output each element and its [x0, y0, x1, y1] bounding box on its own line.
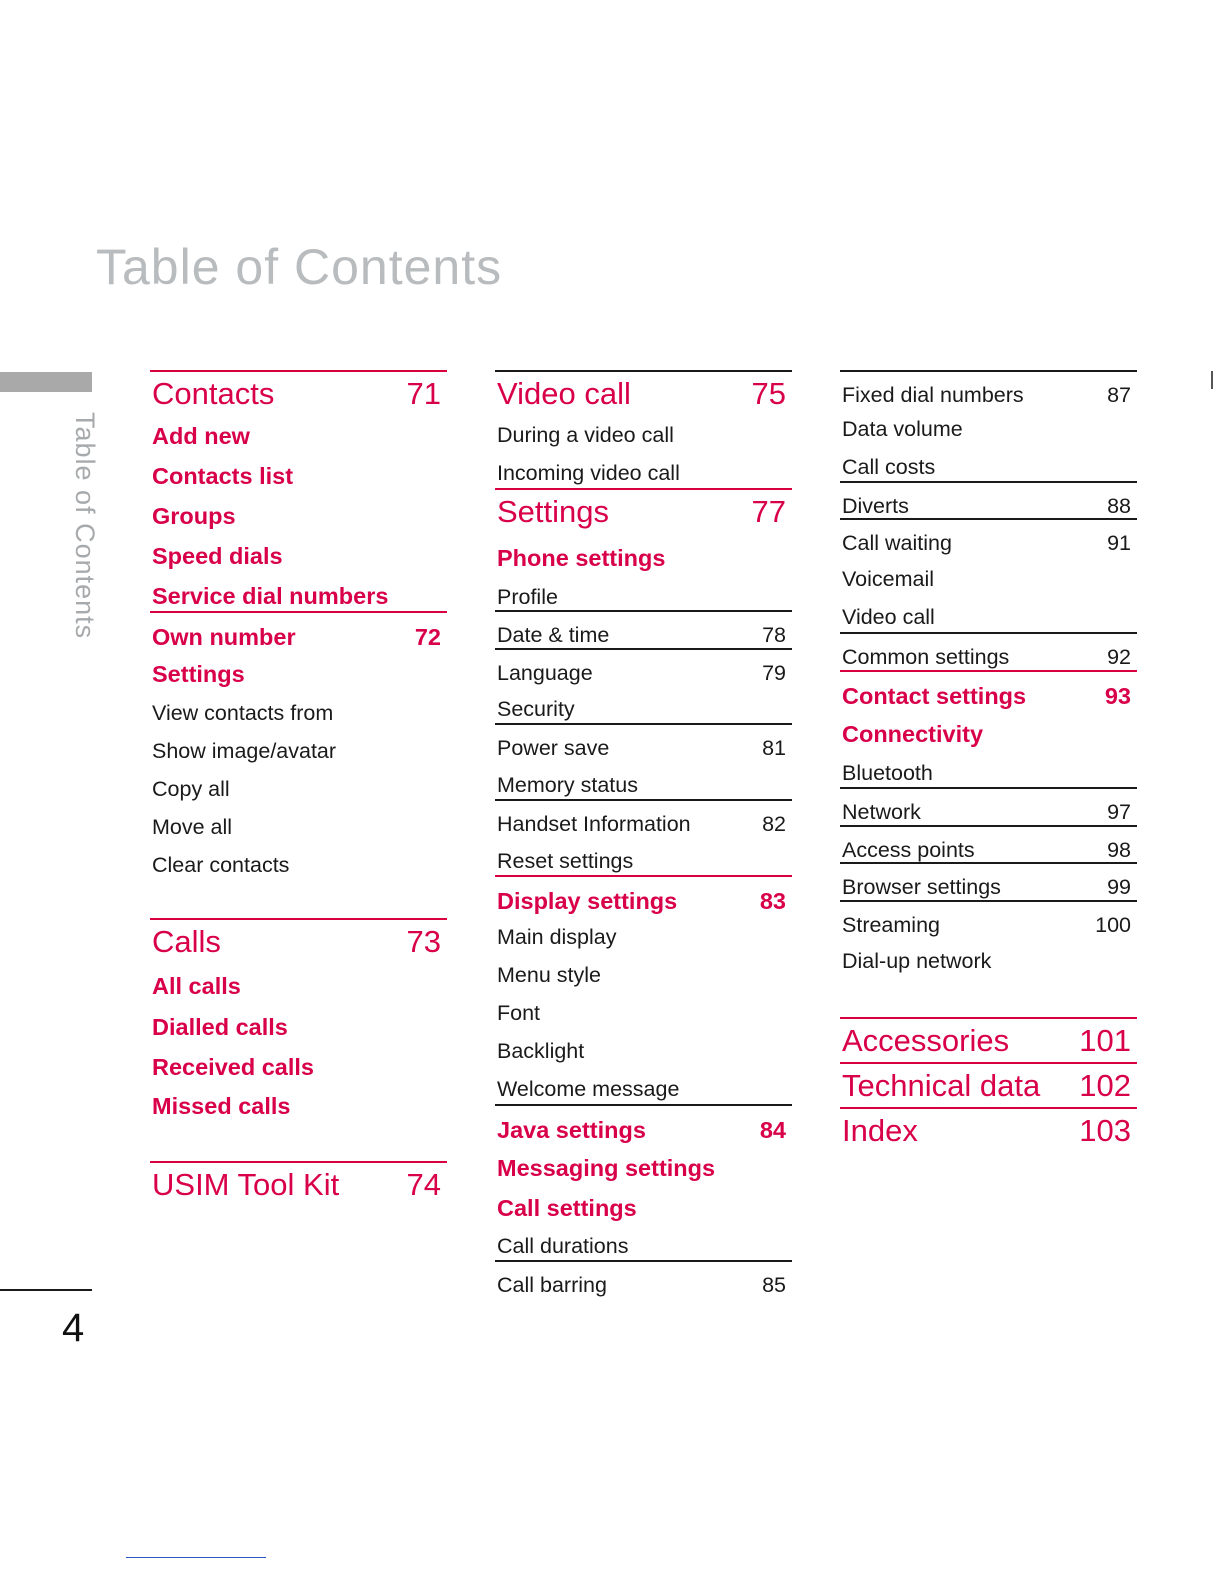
toc-entry-title: Service dial numbers — [152, 583, 389, 609]
toc-entry-title: Call costs — [842, 455, 936, 479]
toc-entry-title: Dial-up network — [842, 949, 992, 973]
toc-entry-title: Missed calls — [152, 1093, 291, 1119]
toc-entry-page-number: 99 — [1107, 875, 1131, 899]
toc-entry-page-number: 85 — [762, 1273, 786, 1297]
toc-entry[interactable] — [150, 452, 447, 490]
toc-entry-title: Phone settings — [497, 545, 666, 571]
toc-entry[interactable] — [495, 762, 792, 798]
toc-entry-title: Contact settings — [842, 683, 1027, 709]
side-section-label: Table of Contents — [70, 412, 100, 640]
toc-entry-page-number: 92 — [1107, 645, 1131, 669]
toc-entry-page-number: 79 — [762, 661, 786, 685]
toc-entry-title: Common settings — [842, 645, 1010, 669]
toc-entry-title: Call waiting — [842, 531, 952, 555]
side-tab-marker — [0, 372, 92, 392]
toc-entry-title: Profile — [497, 585, 558, 609]
toc-entry-page-number: 97 — [1107, 800, 1131, 824]
toc-entry-title: Copy all — [152, 777, 230, 801]
toc-entry[interactable] — [495, 952, 792, 988]
toc-entry[interactable] — [495, 648, 792, 686]
toc-entry-title: Data volume — [842, 417, 963, 441]
toc-entry[interactable] — [150, 532, 447, 570]
toc-entry-title: Welcome message — [497, 1077, 680, 1101]
toc-entry[interactable] — [840, 787, 1137, 825]
toc-entry-page-number: 91 — [1107, 531, 1131, 555]
toc-entry-page-number: 81 — [762, 736, 786, 760]
toc-entry[interactable] — [495, 799, 792, 837]
toc-entry-title: Call durations — [497, 1234, 629, 1258]
toc-entry-title: Browser settings — [842, 875, 1001, 899]
toc-entry-title: Call barring — [497, 1273, 607, 1297]
toc-entry[interactable] — [495, 1066, 792, 1102]
toc-entry-title: Java settings — [497, 1117, 646, 1143]
toc-entry-title: Dialled calls — [152, 1014, 288, 1040]
toc-entry-page-number: 103 — [1079, 1113, 1131, 1148]
toc-entry-title: Calls — [152, 924, 221, 959]
toc-entry-page-number: 84 — [759, 1117, 786, 1143]
toc-entry-page-number: 98 — [1107, 838, 1131, 862]
toc-entry[interactable] — [150, 804, 447, 840]
toc-entry[interactable] — [495, 990, 792, 1026]
toc-entry[interactable] — [495, 1104, 792, 1144]
toc-entry-title: During a video call — [497, 423, 674, 447]
toc-entry-title: Access points — [842, 838, 975, 862]
toc-entry[interactable] — [840, 632, 1137, 670]
toc-entry[interactable] — [495, 686, 792, 722]
page-number: 4 — [62, 1306, 85, 1350]
toc-entry[interactable] — [495, 1144, 792, 1182]
page-edge-mark — [1211, 371, 1213, 389]
toc-entry-page-number: 87 — [1107, 383, 1131, 407]
toc-entry[interactable] — [840, 556, 1137, 592]
toc-entry-title: Menu style — [497, 963, 601, 987]
toc-entry[interactable] — [495, 574, 792, 610]
toc-entry[interactable] — [150, 918, 447, 960]
toc-entry-page-number: 74 — [406, 1167, 441, 1202]
toc-entry[interactable] — [840, 594, 1137, 630]
toc-entry-title: Voicemail — [842, 567, 935, 591]
toc-entry[interactable] — [495, 534, 792, 572]
toc-entry[interactable] — [495, 488, 792, 530]
toc-entry-title: Settings — [152, 661, 245, 687]
toc-entry-page-number: 83 — [759, 888, 786, 914]
toc-entry[interactable] — [495, 610, 792, 648]
toc-entry-page-number: 71 — [406, 376, 441, 411]
toc-entry-title: Accessories — [842, 1023, 1010, 1058]
toc-entry-title: Font — [497, 1001, 541, 1025]
toc-entry[interactable] — [150, 728, 447, 764]
toc-entry-title: Video call — [497, 376, 631, 411]
toc-entry-page-number: 82 — [762, 812, 786, 836]
toc-entry[interactable] — [150, 492, 447, 530]
toc-entry[interactable] — [840, 370, 1137, 408]
toc-entry-page-number: 93 — [1104, 683, 1131, 709]
toc-entry[interactable] — [150, 1082, 447, 1120]
toc-entry[interactable] — [150, 650, 447, 688]
toc-entry-title: Reset settings — [497, 849, 634, 873]
toc-entry[interactable] — [150, 572, 447, 610]
toc-entry-title: Bluetooth — [842, 761, 933, 785]
toc-entry-page-number: 77 — [751, 494, 786, 529]
toc-entry-title: Speed dials — [152, 543, 283, 569]
toc-entry-page-number: 75 — [751, 376, 786, 411]
toc-entry[interactable] — [840, 481, 1137, 519]
toc-entry[interactable] — [150, 1003, 447, 1041]
toc-entry-title: Connectivity — [842, 721, 984, 747]
toc-entry[interactable] — [150, 1161, 447, 1203]
toc-entry-title: Memory status — [497, 773, 638, 797]
toc-entry[interactable] — [150, 766, 447, 802]
toc-entry[interactable] — [150, 690, 447, 726]
toc-entry-title: Fixed dial numbers — [842, 383, 1024, 407]
toc-entry-title: Diverts — [842, 494, 909, 518]
toc-entry-title: Messaging settings — [497, 1155, 716, 1181]
toc-entry-title: Contacts list — [152, 463, 294, 489]
toc-entry-title: Settings — [497, 494, 610, 529]
toc-entry[interactable] — [495, 450, 792, 486]
toc-entry[interactable] — [495, 838, 792, 874]
bottom-underline — [126, 1557, 266, 1558]
toc-entry[interactable] — [495, 875, 792, 915]
toc-entry-page-number: 100 — [1095, 913, 1131, 937]
toc-entry[interactable] — [495, 1223, 792, 1259]
toc-entry[interactable] — [840, 1062, 1137, 1104]
toc-entry-title: Groups — [152, 503, 236, 529]
toc-entry[interactable] — [840, 710, 1137, 748]
toc-entry-page-number: 101 — [1079, 1023, 1131, 1058]
toc-entry-title: Own number — [152, 624, 296, 650]
toc-entry-title: Incoming video call — [497, 461, 680, 485]
toc-entry[interactable] — [495, 914, 792, 950]
toc-entry-title: Date & time — [497, 623, 610, 647]
toc-entry-title: USIM Tool Kit — [152, 1167, 340, 1202]
toc-entry-page-number: 102 — [1079, 1068, 1131, 1103]
toc-entry[interactable] — [495, 370, 792, 412]
footer-rule — [0, 1289, 92, 1291]
toc-entry[interactable] — [150, 370, 447, 412]
toc-entry-title: Display settings — [497, 888, 678, 914]
toc-entry[interactable] — [840, 900, 1137, 938]
toc-entry[interactable] — [150, 962, 447, 1000]
toc-entry-title: Technical data — [842, 1068, 1041, 1103]
toc-entry[interactable] — [840, 444, 1137, 480]
toc-entry-title: Call settings — [497, 1195, 637, 1221]
toc-entry[interactable] — [495, 1028, 792, 1064]
toc-entry[interactable] — [840, 1107, 1137, 1149]
toc-entry-page-number: 78 — [762, 623, 786, 647]
toc-entry[interactable] — [495, 1184, 792, 1222]
toc-entry[interactable] — [840, 670, 1137, 710]
toc-entry[interactable] — [840, 938, 1137, 974]
toc-entry[interactable] — [840, 518, 1137, 556]
toc-entry[interactable] — [840, 1017, 1137, 1059]
toc-entry[interactable] — [495, 1260, 792, 1298]
toc-entry-title: Power save — [497, 736, 610, 760]
toc-entry-title: All calls — [152, 973, 241, 999]
toc-entry[interactable] — [150, 842, 447, 878]
toc-entry-title: Add new — [152, 423, 250, 449]
toc-entry-title: View contacts from — [152, 701, 334, 725]
toc-entry-title: Language — [497, 661, 593, 685]
toc-entry[interactable] — [840, 406, 1137, 442]
toc-entry-title: Backlight — [497, 1039, 585, 1063]
toc-entry-title: Contacts — [152, 376, 275, 411]
page-title: Table of Contents — [96, 239, 503, 295]
toc-entry-page-number: 88 — [1107, 494, 1131, 518]
toc-entry[interactable] — [495, 412, 792, 448]
toc-entry[interactable] — [495, 723, 792, 761]
toc-entry[interactable] — [150, 412, 447, 450]
toc-entry[interactable] — [840, 750, 1137, 786]
toc-entry-page-number: 72 — [414, 624, 441, 650]
toc-entry-title: Show image/avatar — [152, 739, 337, 763]
toc-entry-page-number: 73 — [406, 924, 441, 959]
toc-entry-title: Streaming — [842, 913, 940, 937]
toc-entry-title: Index — [842, 1113, 918, 1148]
toc-entry[interactable] — [840, 862, 1137, 900]
toc-entry-title: Handset Information — [497, 812, 691, 836]
toc-entry-title: Clear contacts — [152, 853, 290, 877]
toc-entry-title: Move all — [152, 815, 233, 839]
toc-entry-title: Security — [497, 697, 575, 721]
toc-entry-title: Video call — [842, 605, 935, 629]
toc-entry[interactable] — [150, 1043, 447, 1081]
toc-entry-title: Received calls — [152, 1054, 314, 1080]
toc-entry-title: Network — [842, 800, 921, 824]
toc-entry[interactable] — [840, 825, 1137, 863]
toc-entry-title: Main display — [497, 925, 617, 949]
toc-entry[interactable] — [150, 611, 447, 651]
